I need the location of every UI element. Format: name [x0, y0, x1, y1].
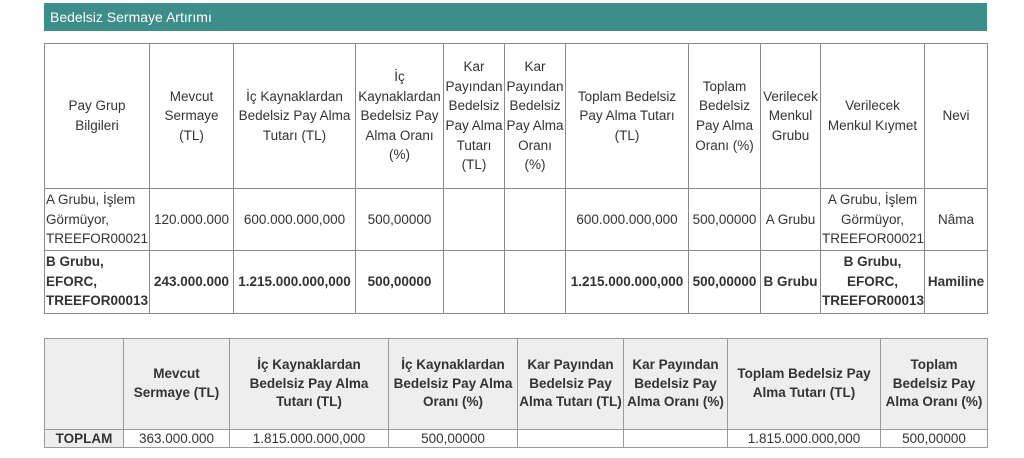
- header-cell: Verilecek Menkul Kıymet: [821, 44, 925, 189]
- table-cell: 243.000.000: [150, 250, 234, 313]
- header-cell: Kar Payından Bedelsiz Pay Alma Tutarı (TL): [518, 339, 624, 430]
- table-cell: 1.215.000.000,000: [234, 250, 356, 313]
- table-cell: A Grubu, İşlem Görmüyor, TREEFOR00021: [821, 189, 925, 251]
- header-cell: Mevcut Sermaye (TL): [150, 44, 234, 189]
- table-cell: [444, 250, 505, 313]
- table-cell: [505, 250, 566, 313]
- header-cell: İç Kaynaklardan Bedelsiz Pay Alma Tutarı (TL): [230, 339, 389, 430]
- header-cell: Toplam Bedelsiz Pay Alma Oranı (%): [689, 44, 761, 189]
- table-cell: A Grubu, İşlem Görmüyor, TREEFOR00021: [45, 189, 150, 251]
- header-cell: İç Kaynaklardan Bedelsiz Pay Alma Oranı (%): [356, 44, 444, 189]
- table-cell: Hamiline: [925, 250, 988, 313]
- table-cell: 500,00000: [689, 189, 761, 251]
- table-cell: Nâma: [925, 189, 988, 251]
- total-row: [45, 430, 988, 448]
- table-cell: [444, 189, 505, 251]
- total-header-row: [45, 339, 988, 430]
- table-cell: 120.000.000: [150, 189, 234, 251]
- header-cell: İç Kaynaklardan Bedelsiz Pay Alma Oranı (%): [389, 339, 518, 430]
- detail-header-row: [45, 44, 988, 189]
- header-cell: Kar Payından Bedelsiz Pay Alma Oranı (%): [505, 44, 566, 189]
- header-cell: Pay Grup Bilgileri: [45, 44, 150, 189]
- table-cell: 600.000.000,000: [566, 189, 689, 251]
- header-cell: Toplam Bedelsiz Pay Alma Oranı (%): [881, 339, 988, 430]
- header-cell: Toplam Bedelsiz Pay Alma Tutarı (TL): [728, 339, 881, 430]
- table-cell: B Grubu: [761, 250, 821, 313]
- table-row: [45, 189, 988, 251]
- header-cell: Toplam Bedelsiz Pay Alma Tutarı (TL): [566, 44, 689, 189]
- table-cell: 1.815.000.000,000: [230, 430, 389, 448]
- table-cell: 500,00000: [356, 189, 444, 251]
- table-cell: [505, 189, 566, 251]
- table-cell: A Grubu: [761, 189, 821, 251]
- table-cell: 500,00000: [689, 250, 761, 313]
- section-title: Bedelsiz Sermaye Artırımı: [44, 3, 987, 31]
- header-cell: Kar Payından Bedelsiz Pay Alma Tutarı (TL): [444, 44, 505, 189]
- table-cell: 600.000.000,000: [234, 189, 356, 251]
- table-cell: [518, 430, 624, 448]
- table-cell: 500,00000: [881, 430, 988, 448]
- total-table: [44, 338, 988, 448]
- header-cell: Nevi: [925, 44, 988, 189]
- table-cell: 500,00000: [356, 250, 444, 313]
- table-cell: B Grubu, EFORC, TREEFOR00013: [45, 250, 150, 313]
- table-cell: 363.000.000: [124, 430, 230, 448]
- table-cell: 1.215.000.000,000: [566, 250, 689, 313]
- header-cell: Kar Payından Bedelsiz Pay Alma Oranı (%): [624, 339, 728, 430]
- table-cell: 500,00000: [389, 430, 518, 448]
- header-cell: [45, 339, 124, 430]
- table-cell: 1.815.000.000,000: [728, 430, 881, 448]
- table-cell: B Grubu, EFORC, TREEFOR00013: [821, 250, 925, 313]
- total-label: TOPLAM: [45, 430, 124, 448]
- table-cell: [624, 430, 728, 448]
- table-row: [45, 250, 988, 313]
- header-cell: Verilecek Menkul Grubu: [761, 44, 821, 189]
- detail-table: [44, 43, 988, 314]
- header-cell: İç Kaynaklardan Bedelsiz Pay Alma Tutarı (TL): [234, 44, 356, 189]
- header-cell: Mevcut Sermaye (TL): [124, 339, 230, 430]
